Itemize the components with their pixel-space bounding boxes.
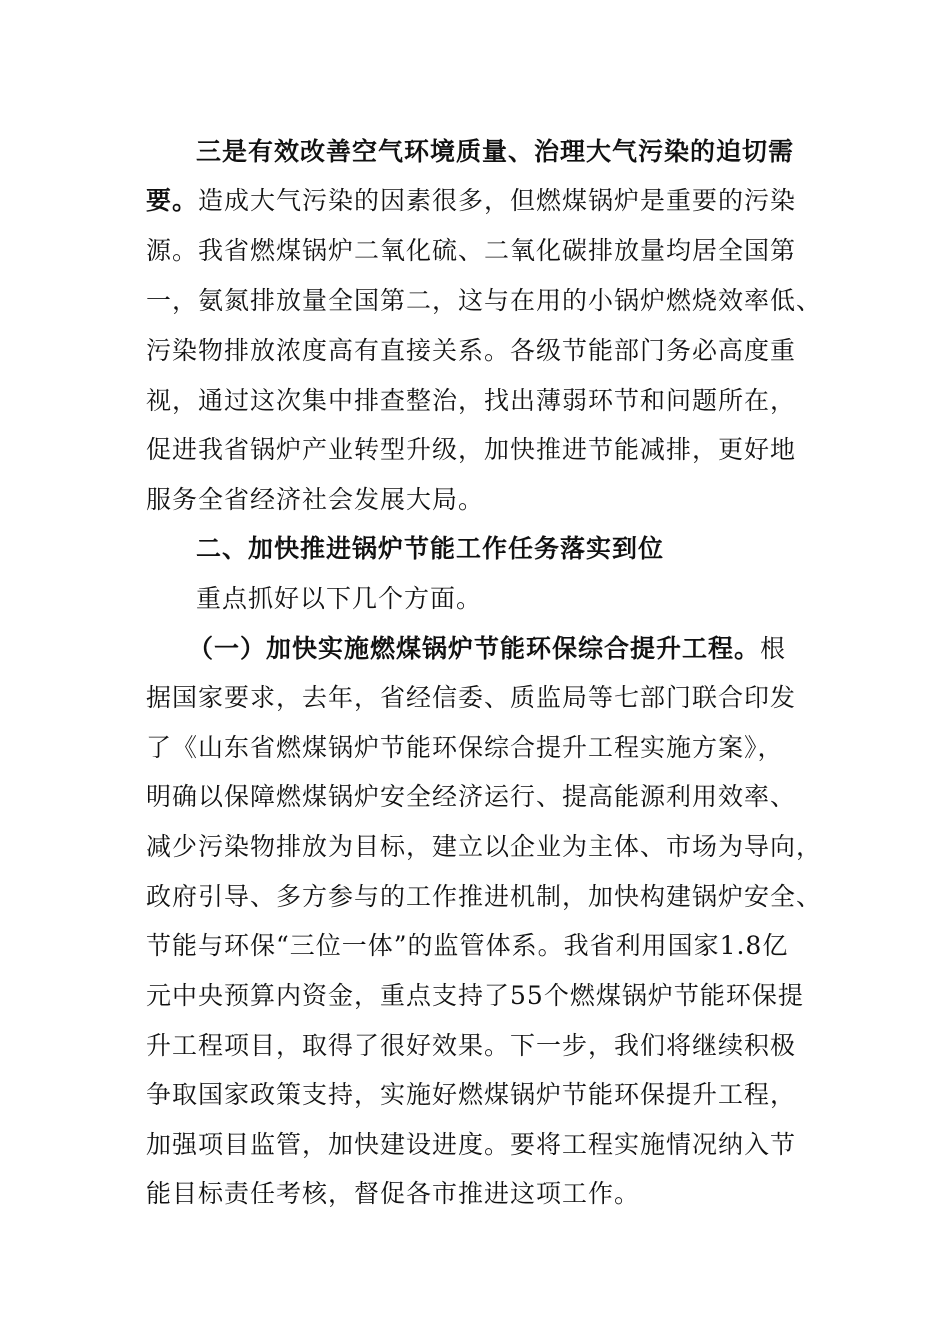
- paragraph-3-line-6: 政府引导、多方参与的工作推进机制，加快构建锅炉安全、: [146, 882, 823, 911]
- paragraph-1-line-6: 视，通过这次集中排查整治，找出薄弱环节和问题所在，: [146, 386, 797, 415]
- paragraph-1-line-5: 污染物排放浓度高有直接关系。各级节能部门务必高度重: [146, 336, 797, 365]
- paragraph-3-line-5: 减少污染物排放为目标，建立以企业为主体、市场为导向，: [146, 832, 823, 861]
- paragraph-1-line-8: 服务全省经济社会发展大局。: [146, 485, 485, 514]
- paragraph-3-line-4: 明确以保障燃煤锅炉安全经济运行、提高能源利用效率、: [146, 782, 797, 811]
- paragraph-3-line-9: 升工程项目，取得了很好效果。下一步，我们将继续积极: [146, 1031, 797, 1060]
- paragraph-3-line-1-text: 根: [760, 634, 787, 663]
- paragraph-3-line-7: 节能与环保“三位一体”的监管体系。我省利用国家1.8亿: [146, 931, 789, 960]
- paragraph-3-line-1: [188, 624, 848, 674]
- paragraph-2: 重点抓好以下几个方面。: [196, 584, 483, 613]
- paragraph-3-line-8: 元中央预算内资金，重点支持了55个燃煤锅炉节能环保提: [146, 981, 804, 1010]
- paragraph-3-line-2: 据国家要求，去年，省经信委、质监局等七部门联合印发: [146, 683, 797, 712]
- section-heading-2: 二、加快推进锅炉节能工作任务落实到位: [196, 534, 665, 563]
- paragraph-1-line-7: 促进我省锅炉产业转型升级，加快推进节能减排，更好地: [146, 435, 797, 464]
- paragraph-3-line-12: 能目标责任考核，督促各市推进这项工作。: [146, 1179, 641, 1208]
- paragraph-1-line-2: [146, 176, 806, 226]
- paragraph-3-line-11: 加强项目监管，加快建设进度。要将工程实施情况纳入节: [146, 1130, 797, 1159]
- paragraph-3-line-10: 争取国家政策支持，实施好燃煤锅炉节能环保提升工程，: [146, 1080, 797, 1109]
- paragraph-1-line-3: 源。我省燃煤锅炉二氧化硫、二氧化碳排放量均居全国第: [146, 236, 797, 265]
- paragraph-1-line-4: 一，氨氮排放量全国第二，这与在用的小锅炉燃烧效率低、: [146, 286, 823, 315]
- paragraph-1-line-2-text: 造成大气污染的因素很多，但燃煤锅炉是重要的污染: [198, 186, 797, 215]
- paragraph-1-line-1: 三是有效改善空气环境质量、治理大气污染的迫切需: [196, 137, 795, 166]
- paragraph-3-line-3: 了《山东省燃煤锅炉节能环保综合提升工程实施方案》，: [146, 733, 784, 762]
- subsection-heading-1: （一）加快实施燃煤锅炉节能环保综合提升工程。: [188, 634, 761, 663]
- paragraph-1-bold-tail: 要。: [146, 186, 199, 215]
